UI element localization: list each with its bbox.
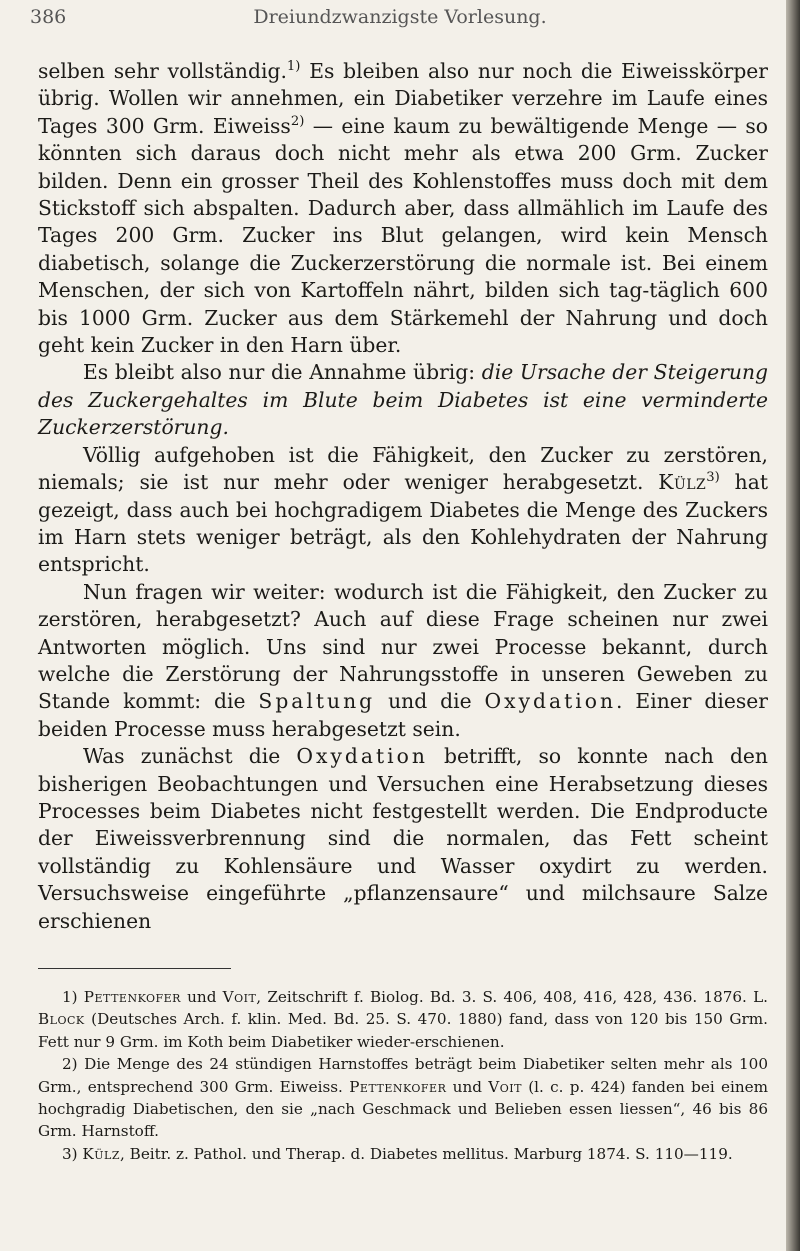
paragraph-2: Es bleibt also nur die Annahme übrig: die Ursache der Steigerung des Zuckergehaltes im Blute beim Diabetes ist eine verminderte Zuckerzerstörung. [38, 360, 768, 440]
spaced-term-oxydation-2: Oxydation [296, 744, 428, 769]
footnote-divider [38, 968, 231, 969]
footnote-2: 2) Die Menge des 24 stündigen Harnstoffes beträgt beim Diabetiker selten mehr als 100 Grm., entsprechend 300 Grm. Eiweiss. Pettenkofer und Voit (l. c. p. 424) fanden bei einem hochgradig Diabetischen, den sie „nach Geschmack und Belieben essen liessen“, 46 bis 86 Grm. Harnstoff. [38, 1055, 768, 1141]
footnotes [38, 986, 768, 1165]
spaced-term-oxydation: Oxydation [484, 689, 617, 714]
page-header [30, 6, 770, 36]
paragraph-3: Völlig aufgehoben ist die Fähigkeit, den Zucker zu zerstören, niemals; sie ist nur mehr oder weniger herabgesetzt. Külz$^{3)}$ hat gezeigt, dass auch bei hochgradigem Diabetes die Menge des Zuckers im Harn stets weniger beträgt, als den Kohlehydraten der Nahrung entspricht. [38, 442, 768, 577]
page-binding-edge [786, 0, 800, 1251]
paragraph-4: Nun fragen wir weiter: wodurch ist die Fähigkeit, den Zucker zu zerstören, herabgesetzt? Auch auf diese Frage scheinen nur zwei Antworten möglich. Uns sind nur zwei Processe bekannt, durch welche die Zerstörung der Nahrungsstoffe in unseren Geweben zu Stande kommt: die Spaltung und die Oxydation. Einer dieser beiden Processe muss herabgesetzt sein. [38, 579, 768, 741]
paragraph-5: Was zunächst die Oxydation betrifft, so konnte nach den bisherigen Beobachtungen und Versuchen eine Herabsetzung dieses Processes beim Diabetes nicht festgestellt werden. Die Endproducte der Eiweissverbrennung sind die normalen, das Fett scheint vollständig zu Kohlensäure und Wasser oxydirt zu werden. Versuchsweise eingeführte „pflanzensaure“ und milchsaure Salze erschienen [38, 744, 768, 933]
footnote-ref-1: 1) [286, 59, 301, 75]
author-kuelz: Külz [658, 470, 707, 495]
main-text [38, 58, 768, 935]
page-number: 386 [30, 6, 67, 28]
footnote-ref-3: 3) [706, 470, 720, 486]
footnote-ref-2: 2) [290, 114, 305, 130]
footnote-3: 3) Külz, Beitr. z. Pathol. und Therap. d. Diabetes mellitus. Marburg 1874. S. 110—119. [62, 1144, 733, 1163]
paragraph-1: selben sehr vollständig.$^{1)}$ Es bleiben also nur noch die Eiweisskörper übrig. Wollen wir annehmen, ein Diabetiker verzehre im Laufe eines Tages 300 Grm. Eiweiss$^{2)}$ — eine kaum zu bewältigende Menge — so könnten sich daraus doch nicht mehr als etwa 200 Grm. Zucker bilden. Denn ein grosser Theil des Kohlenstoffes muss doch mit dem Stickstoff sich abspalten. Dadurch aber, dass allmählich im Laufe des Tages 200 Grm. Zucker ins Blut gelangen, wird kein Mensch diabetisch, solange die Zuckerzerstörung die normale ist. Bei einem Menschen, der sich von Kartoffeln nährt, bilden sich tag-täglich 600 bis 1000 Grm. Zucker aus dem Stärkemehl der Nahrung und doch geht kein Zucker in den Harn über. [38, 59, 768, 358]
emphasis-thesis: die Ursache der Steigerung des Zuckergehaltes im Blute beim Diabetes ist eine verminderte Zuckerzerstörung. [38, 360, 768, 440]
spaced-term-spaltung: Spaltung [258, 689, 376, 714]
running-title: Dreiundzwanzigste Vorlesung. [253, 6, 547, 28]
footnote-1: 1) Pettenkofer und Voit, Zeitschrift f. Biolog. Bd. 3. S. 406, 408, 416, 428, 436. 1876. L. Block (Deutsches Arch. f. klin. Med. Bd. 25. S. 470. 1880) fand, dass von 120 bis 150 Grm. Fett nur 9 Grm. im Koth beim Diabetiker wieder-erschienen. [38, 988, 768, 1051]
